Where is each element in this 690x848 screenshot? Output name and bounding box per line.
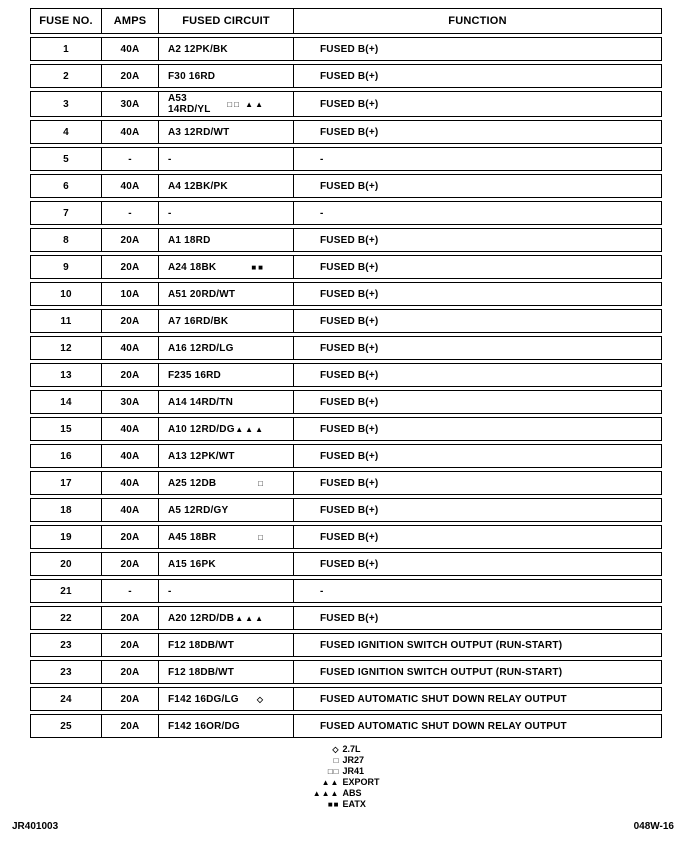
amps-value: 40A [101,38,158,60]
legend-label: EATX [342,799,366,809]
circuit-cell [158,175,293,197]
circuit-cell [158,391,293,413]
fuse-number: 7 [63,207,69,219]
table-row [30,687,662,711]
circuit-label: A16 12RD/LG [168,342,234,354]
circuit-label: A3 12RD/WT [168,126,230,138]
amps-value: 20A [101,715,158,737]
fuse-number: 24 [60,693,72,705]
amps-value: 20A [101,364,158,386]
circuit-cell [158,688,293,710]
fuse-number: 25 [60,720,72,732]
function-label: FUSED B(+) [293,499,661,521]
amps-value: 20A [101,688,158,710]
function-label: FUSED B(+) [293,256,661,278]
header-fused-circuit: FUSED CIRCUIT [158,9,293,33]
circuit-label: A13 12PK/WT [168,450,235,462]
table-row [30,282,662,306]
table-row [30,174,662,198]
fuse-number: 2 [63,70,69,82]
circuit-label: F30 16RD [168,70,216,82]
circuit-cell [158,499,293,521]
symbol-legend [312,744,379,810]
circuit-cell [158,661,293,683]
circuit-label: A5 12RD/GY [168,504,229,516]
circuit-cell [158,121,293,143]
table-row [30,228,662,252]
fuse-number: 16 [60,450,72,462]
table-row [30,471,662,495]
amps-value: 40A [101,499,158,521]
circuit-cell [158,283,293,305]
footer-page-code: 048W-16 [633,821,674,832]
fuse-number: 12 [60,342,72,354]
circuit-cell [158,715,293,737]
circuit-cell [158,472,293,494]
table-row [30,147,662,171]
fuse-number: 22 [60,612,72,624]
fuse-number: 4 [63,126,69,138]
function-label: FUSED B(+) [293,310,661,332]
fuse-number: 1 [63,43,69,55]
fuse-table [30,8,662,738]
amps-value: - [101,580,158,602]
circuit-cell [158,256,293,278]
header-fuse-no: FUSE NO. [39,15,93,27]
circuit-label: A10 12RD/DG [168,423,235,435]
function-label: FUSED AUTOMATIC SHUT DOWN RELAY OUTPUT [293,688,661,710]
legend-item [312,766,379,777]
table-row [30,201,662,225]
table-row [30,714,662,738]
amps-value: 40A [101,418,158,440]
circuit-label: F142 16DG/LG [168,693,239,705]
amps-value: 40A [101,337,158,359]
table-row [30,64,662,88]
function-label: FUSED AUTOMATIC SHUT DOWN RELAY OUTPUT [293,715,661,737]
legend-symbol: ▲▲ [321,778,340,787]
circuit-label: F12 18DB/WT [168,639,235,651]
legend-item [312,744,379,755]
table-row [30,336,662,360]
table-row [30,417,662,441]
amps-value: - [101,202,158,224]
circuit-label: A20 12RD/DB [168,612,235,624]
table-row [30,579,662,603]
amps-value: 10A [101,283,158,305]
circuit-cell [158,526,293,548]
amps-value: 20A [101,229,158,251]
circuit-label: A51 20RD/WT [168,288,236,300]
circuit-cell [158,38,293,60]
circuit-cell [158,65,293,87]
circuit-cell [158,229,293,251]
table-row [30,91,662,117]
table-row [30,525,662,549]
table-body [30,37,662,738]
footer-document-code: JR401003 [12,821,59,832]
function-label: FUSED B(+) [293,121,661,143]
function-label: FUSED B(+) [293,283,661,305]
amps-value: - [101,148,158,170]
function-label: FUSED B(+) [293,175,661,197]
circuit-cell [158,310,293,332]
circuit-label: F235 16RD [168,369,221,381]
circuit-label: - [168,207,172,219]
function-label: FUSED B(+) [293,229,661,251]
amps-value: 20A [101,65,158,87]
fuse-number: 19 [60,531,72,543]
circuit-label: F142 16OR/DG [168,720,240,732]
amps-value: 20A [101,310,158,332]
legend-item [312,799,379,810]
circuit-label: A15 16PK [168,558,216,570]
table-row [30,363,662,387]
circuit-symbols: □□ ▲▲ [227,99,265,109]
fuse-number: 14 [60,396,72,408]
function-label: - [293,202,661,224]
amps-value: 20A [101,553,158,575]
amps-value: 20A [101,526,158,548]
amps-value: 30A [101,391,158,413]
fuse-number: 13 [60,369,72,381]
function-label: FUSED B(+) [293,364,661,386]
fuse-number: 3 [63,98,69,110]
function-label: FUSED B(+) [293,418,661,440]
circuit-label: A53 14RD/YL [168,93,211,115]
fuse-number: 21 [60,585,72,597]
circuit-cell [158,148,293,170]
fuse-number: 10 [60,288,72,300]
legend-item [312,777,379,788]
circuit-label: F12 18DB/WT [168,666,235,678]
function-label: FUSED B(+) [293,92,661,116]
circuit-symbols: ▲▲▲ [235,613,265,623]
function-label: FUSED B(+) [293,526,661,548]
fuse-number: 20 [60,558,72,570]
legend-item [312,788,379,799]
function-label: FUSED B(+) [293,65,661,87]
table-row [30,255,662,279]
table-row [30,37,662,61]
circuit-label: A24 18BK [168,261,217,273]
function-label: FUSED B(+) [293,391,661,413]
circuit-label: A45 18BR [168,531,217,543]
legend-symbol: □□ [327,767,340,776]
function-label: FUSED B(+) [293,38,661,60]
function-label: FUSED IGNITION SWITCH OUTPUT (RUN-START) [293,634,661,656]
circuit-label: A14 14RD/TN [168,396,233,408]
circuit-symbols: ■■ [251,262,265,272]
amps-value: 30A [101,92,158,116]
table-row [30,606,662,630]
function-label: FUSED B(+) [293,472,661,494]
fuse-number: 15 [60,423,72,435]
fuse-number: 6 [63,180,69,192]
circuit-cell [158,634,293,656]
circuit-label: - [168,153,172,165]
fuse-number: 5 [63,153,69,165]
function-label: FUSED B(+) [293,445,661,467]
table-row [30,660,662,684]
circuit-label: A4 12BK/PK [168,180,228,192]
circuit-symbols: ◇ [256,694,265,704]
page-footer [0,821,690,832]
table-row [30,633,662,657]
table-row [30,120,662,144]
function-label: FUSED B(+) [293,607,661,629]
legend-symbol: □ [333,756,340,765]
table-header-row [30,8,662,34]
function-label: FUSED B(+) [293,337,661,359]
fuse-number: 11 [60,315,72,327]
circuit-cell [158,418,293,440]
circuit-label: A7 16RD/BK [168,315,229,327]
circuit-cell [158,445,293,467]
fuse-number: 23 [60,639,72,651]
circuit-cell [158,553,293,575]
legend-label: JR27 [342,755,364,765]
amps-value: 40A [101,175,158,197]
circuit-label: - [168,585,172,597]
header-amps: AMPS [101,9,158,33]
fuse-number: 18 [60,504,72,516]
amps-value: 40A [101,472,158,494]
function-label: FUSED B(+) [293,553,661,575]
header-function: FUNCTION [293,9,661,33]
amps-value: 20A [101,634,158,656]
amps-value: 20A [101,256,158,278]
fuse-number: 9 [63,261,69,273]
legend-label: JR41 [342,766,364,776]
legend-item [312,755,379,766]
legend-label: ABS [342,788,362,798]
function-label: FUSED IGNITION SWITCH OUTPUT (RUN-START) [293,661,661,683]
amps-value: 40A [101,445,158,467]
legend-label: 2.7L [342,744,361,754]
circuit-cell [158,580,293,602]
legend-symbol: ◇ [332,745,340,754]
circuit-cell [158,607,293,629]
table-row [30,309,662,333]
amps-value: 20A [101,661,158,683]
amps-value: 40A [101,121,158,143]
legend-symbol: ■■ [327,800,340,809]
circuit-label: A2 12PK/BK [168,43,228,55]
circuit-cell [158,337,293,359]
circuit-label: A25 12DB [168,477,217,489]
amps-value: 20A [101,607,158,629]
fuse-number: 17 [60,477,72,489]
legend-label: EXPORT [342,777,380,787]
table-row [30,444,662,468]
fuse-number: 23 [60,666,72,678]
circuit-symbols: □ [258,532,265,542]
table-row [30,552,662,576]
table-row [30,498,662,522]
function-label: - [293,580,661,602]
circuit-cell [158,92,293,116]
function-label: - [293,148,661,170]
fuse-number: 8 [63,234,69,246]
circuit-label: A1 18RD [168,234,211,246]
legend-symbol: ▲▲▲ [312,789,340,798]
circuit-cell [158,202,293,224]
circuit-symbols: ▲▲▲ [235,424,265,434]
table-row [30,390,662,414]
circuit-cell [158,364,293,386]
circuit-symbols: □ [258,478,265,488]
